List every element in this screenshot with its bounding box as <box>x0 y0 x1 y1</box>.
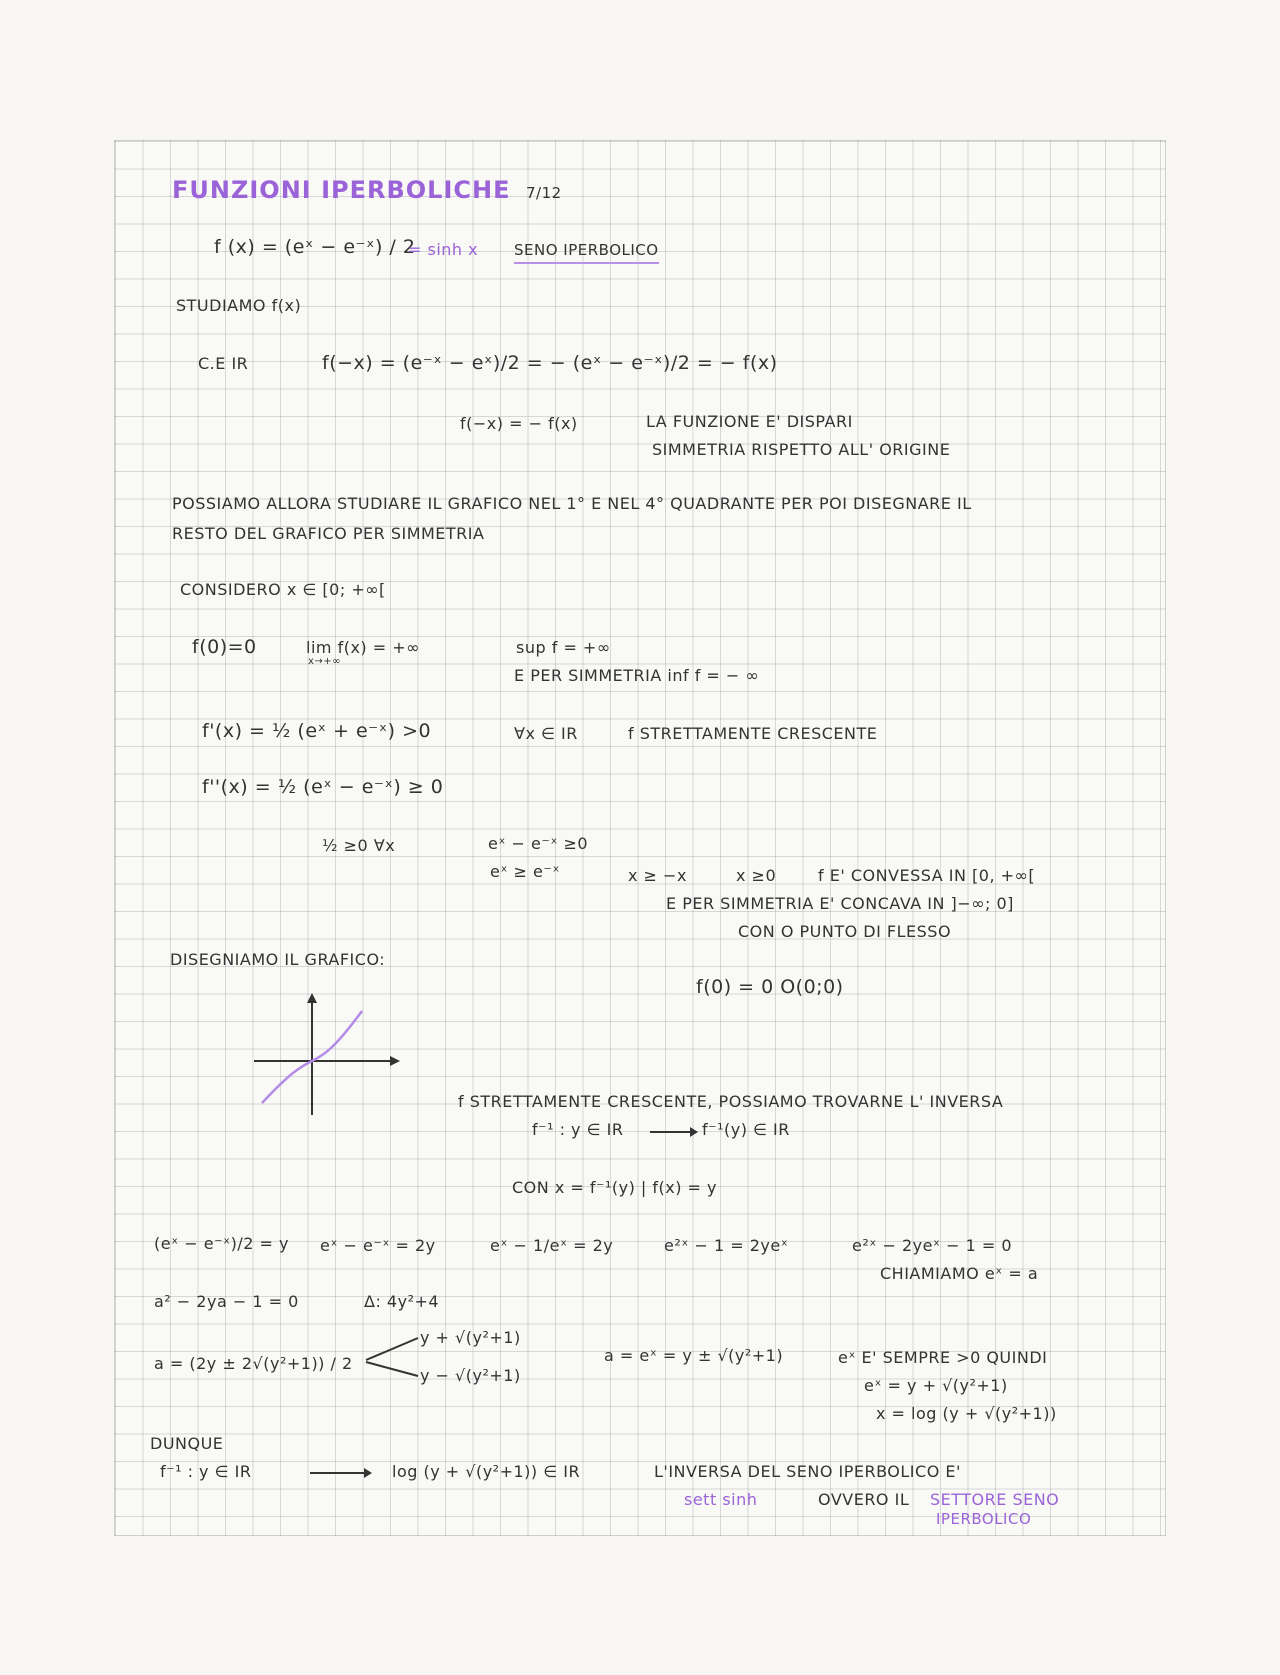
inverse-map-left: f⁻¹ : y ∈ IR <box>532 1120 624 1139</box>
odd-result: f(−x) = − f(x) <box>460 414 578 433</box>
page-date: 7/12 <box>526 184 562 202</box>
domain-text: C.E IR <box>198 354 249 373</box>
branch-arrows <box>362 1330 424 1386</box>
odd-label: LA FUNZIONE E' DISPARI <box>646 412 853 431</box>
ex-solution: eˣ = y + √(y²+1) <box>864 1376 1008 1395</box>
definition-sinh: = sinh x <box>408 240 479 259</box>
inequality-4: x ≥0 <box>736 866 777 885</box>
final-map-left: f⁻¹ : y ∈ IR <box>160 1462 252 1481</box>
limit-subscript: x→+∞ <box>308 656 342 667</box>
limit-expression: lim f(x) = +∞ <box>306 638 420 657</box>
inverse-intro: f STRETTAMENTE CRESCENTE, POSSIAMO TROVARNE L' INVERSA <box>458 1092 1004 1111</box>
branch-minus: y − √(y²+1) <box>420 1366 521 1385</box>
y-axis-arrow <box>307 993 317 1003</box>
equation-5: e²ˣ − 2yeˣ − 1 = 0 <box>852 1236 1013 1255</box>
first-derivative: f'(x) = ½ (eˣ + e⁻ˣ) >0 <box>202 720 432 742</box>
final-map-arrow <box>310 1472 370 1474</box>
inverse-map-arrow <box>650 1131 696 1133</box>
x-solution: x = log (y + √(y²+1)) <box>876 1404 1057 1423</box>
with-condition: CON x = f⁻¹(y) | f(x) = y <box>512 1178 718 1197</box>
settore-label-1: SETTORE SENO <box>930 1490 1060 1509</box>
f-zero: f(0)=0 <box>192 636 257 658</box>
sinh-graph <box>250 985 410 1120</box>
paragraph-line-1: POSSIAMO ALLORA STUDIARE IL GRAFICO NEL 1° E NEL 4° QUADRANTE PER POI DISEGNARE IL <box>172 494 972 513</box>
consider-interval: CONSIDERO x ∈ [0; +∞[ <box>180 580 386 599</box>
substitution-label: CHIAMIAMO eˣ = a <box>880 1264 1039 1283</box>
study-heading: STUDIAMO f(x) <box>176 296 302 315</box>
symmetry-label: SIMMETRIA RISPETTO ALL' ORIGINE <box>652 440 951 459</box>
definition-formula: f (x) = (eˣ − e⁻ˣ) / 2 <box>214 236 416 258</box>
discriminant: Δ: 4y²+4 <box>364 1292 440 1311</box>
paragraph-line-2: RESTO DEL GRAFICO PER SIMMETRIA <box>172 524 485 543</box>
quadratic-solution: a = (2y ± 2√(y²+1)) / 2 <box>154 1354 353 1373</box>
sett-sinh: sett sinh <box>684 1490 758 1509</box>
definition-label: SENO IPERBOLICO <box>514 241 659 264</box>
inverse-map-right: f⁻¹(y) ∈ IR <box>702 1120 790 1139</box>
a-equals-ex: a = eˣ = y ± √(y²+1) <box>604 1346 784 1365</box>
settore-label-2: IPERBOLICO <box>936 1510 1032 1528</box>
branch-upper <box>366 1338 418 1360</box>
equation-2: eˣ − e⁻ˣ = 2y <box>320 1236 436 1255</box>
concave-label: E PER SIMMETRIA E' CONCAVA IN ]−∞; 0] <box>666 894 1014 913</box>
always-positive: eˣ E' SEMPRE >0 QUINDI <box>838 1348 1048 1367</box>
grid-paper-sheet <box>114 140 1166 1536</box>
equation-4: e²ˣ − 1 = 2yeˣ <box>664 1236 789 1255</box>
half-positive: ½ ≥0 ∀x <box>322 836 396 855</box>
increasing-label: f STRETTAMENTE CRESCENTE <box>628 724 878 743</box>
branch-plus: y + √(y²+1) <box>420 1328 521 1347</box>
draw-graph-heading: DISEGNIAMO IL GRAFICO: <box>170 950 386 969</box>
quadratic-equation: a² − 2ya − 1 = 0 <box>154 1292 299 1311</box>
origin-point: f(0) = 0 O(0;0) <box>696 976 844 998</box>
inequality-2: eˣ ≥ e⁻ˣ <box>490 862 560 881</box>
final-map-right: log (y + √(y²+1)) ∈ IR <box>392 1462 581 1481</box>
inequality-1: eˣ − e⁻ˣ ≥0 <box>488 834 589 853</box>
branch-lower <box>366 1362 418 1376</box>
page-title: FUNZIONI IPERBOLICHE <box>172 176 511 204</box>
equation-1: (eˣ − e⁻ˣ)/2 = y <box>154 1234 290 1253</box>
sup-text: sup f = +∞ <box>516 638 611 657</box>
therefore-label: DUNQUE <box>150 1434 224 1453</box>
inverse-is-label: L'INVERSA DEL SENO IPERBOLICO E' <box>654 1462 961 1481</box>
forall-x: ∀x ∈ IR <box>514 724 578 743</box>
odd-equation: f(−x) = (e⁻ˣ − eˣ)/2 = − (eˣ − e⁻ˣ)/2 = − f(x) <box>322 352 778 374</box>
inf-text: E PER SIMMETRIA inf f = − ∞ <box>514 666 760 685</box>
second-derivative: f''(x) = ½ (eˣ − e⁻ˣ) ≥ 0 <box>202 776 444 798</box>
or-the-label: OVVERO IL <box>818 1490 910 1509</box>
x-axis-arrow <box>390 1056 400 1066</box>
equation-3: eˣ − 1/eˣ = 2y <box>490 1236 614 1255</box>
convex-label: f E' CONVESSA IN [0, +∞[ <box>818 866 1036 885</box>
inflection-label: CON O PUNTO DI FLESSO <box>738 922 952 941</box>
inequality-3: x ≥ −x <box>628 866 687 885</box>
